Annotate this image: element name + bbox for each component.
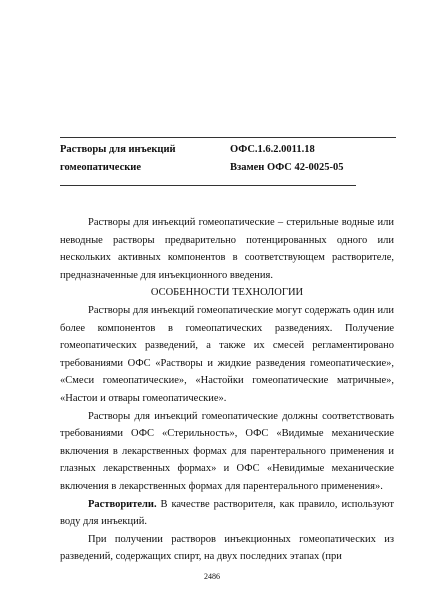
header-bottom-rule xyxy=(60,185,356,186)
preparation-paragraph: При получении растворов инъекционных гомеопатических из разведений, содержащих спирт, на двух последних этапах (при xyxy=(60,533,394,563)
document-title-line1: Растворы для инъекций xyxy=(60,144,176,155)
document-title-line2: гомеопатические xyxy=(60,162,141,173)
composition-paragraph: Растворы для инъекций гомеопатические могут содержать один или более компонентов в гомеопатических разведениях. Получение гомеопатических разведений, а также их смесей регламентировано требованиями ОФС «Растворы и жидкие разведения гомеопатические», «Смеси гомеопатические», «Настойки гомеопатические матричные», «Настои и отвары гомеопатические». xyxy=(60,304,394,404)
document-body xyxy=(60,214,394,566)
header-top-rule xyxy=(60,137,396,138)
section-heading: ОСОБЕННОСТИ ТЕХНОЛОГИИ xyxy=(150,287,304,299)
document-replaces: Взамен ОФС 42-0025-05 xyxy=(230,162,344,173)
solvents-text: В качестве растворителя, как правило, используют воду для инъекций. xyxy=(60,498,394,528)
page-number: 2486 xyxy=(204,572,220,581)
solvents-paragraph xyxy=(60,496,394,531)
document-code: ОФС.1.6.2.0011.18 xyxy=(230,144,315,155)
intro-paragraph: Растворы для инъекций гомеопатические – стерильные водные или неводные растворы предварительно потенцированных одного или нескольких активных компонентов в соответствующем растворителе, предназначенные для инъекционного введения. xyxy=(60,217,394,281)
requirements-paragraph: Растворы для инъекций гомеопатические должны соответствовать требованиями ОФС «Стерильность», ОФС «Видимые механические включения в лекарственных формах для парентерального применения и глазных лекарственных формах» и ОФС «Невидимые механические включения в лекарственных формах для парентерального применения». xyxy=(60,410,394,492)
solvents-lead: Растворители. xyxy=(88,498,157,510)
